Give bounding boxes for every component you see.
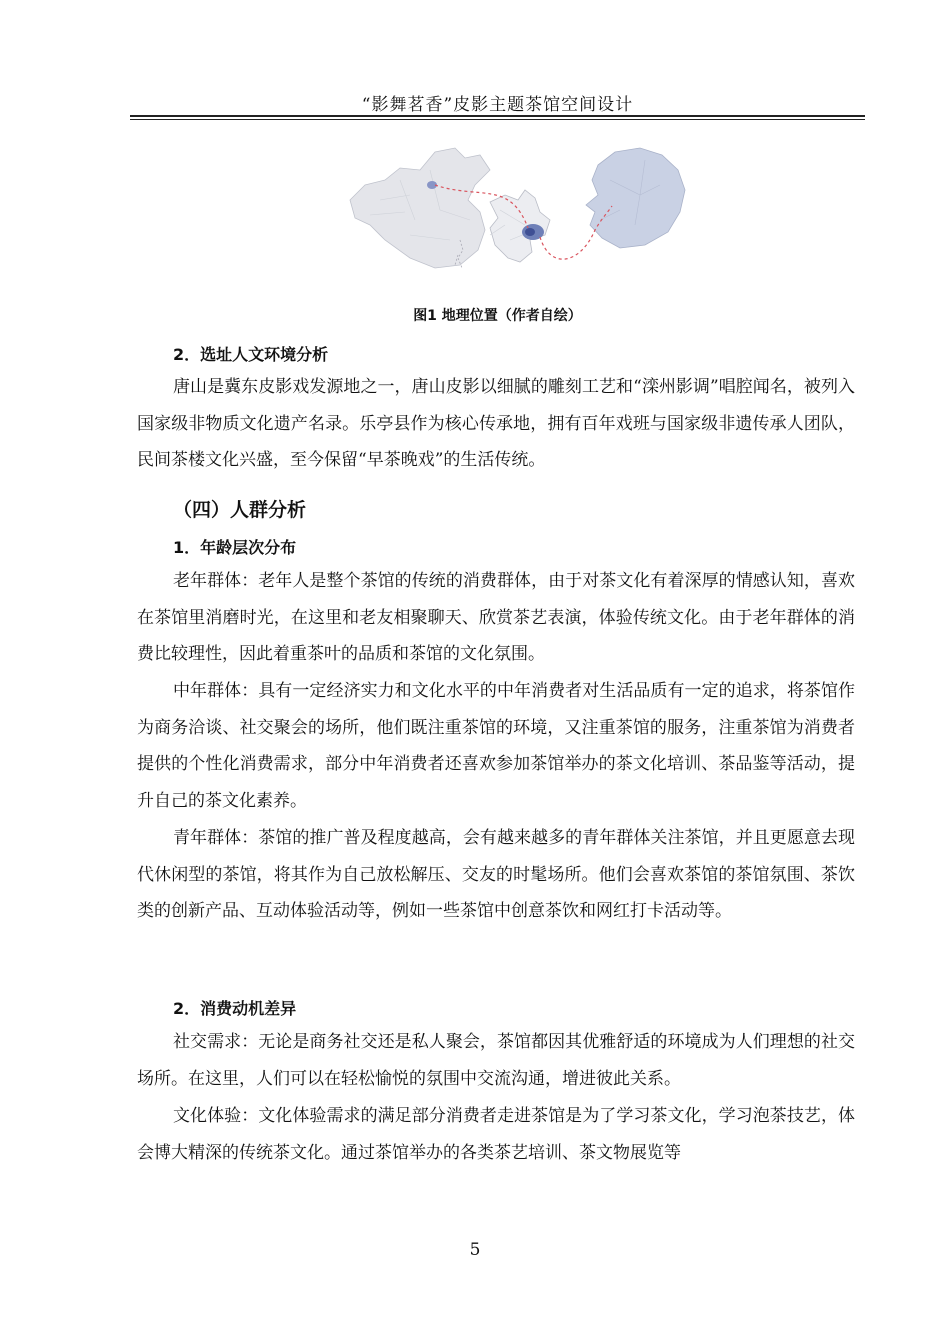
china-map <box>350 148 490 268</box>
subheading-age: 1．年龄层次分布 <box>173 538 297 557</box>
page-number: 5 <box>469 1240 481 1260</box>
paragraph-middle-aged: 中年群体：具有一定经济实力和文化水平的中年消费者对生活品质有一定的追求，将茶馆作为商务洽谈、社交聚会的场所，他们既注重茶馆的环境，又注重茶馆的服务，注重茶馆为消费者提供的个性化消费需求，部分中年消费者还喜欢参加茶馆举办的茶文化培训、茶品鉴等活动，提升自己的茶文化素养。 <box>137 681 855 811</box>
header-rule-thin <box>130 119 865 120</box>
figure-caption: 图1 地理位置（作者自绘） <box>413 308 582 324</box>
header-rule-thick <box>130 115 865 117</box>
paragraph-site-culture: 唐山是冀东皮影戏发源地之一，唐山皮影以细腻的雕刻工艺和“滦州影调”唱腔闻名，被列入国家级非物质文化遗产名录。乐亭县作为核心传承地，拥有百年戏班与国家级非遗传承人团队，民间茶楼文化兴盛，至今保留“早茶晚戏”的生活传统。 <box>137 377 855 471</box>
section-heading-site-culture: 2．选址人文环境分析 <box>173 345 329 364</box>
paragraph-elderly: 老年群体：老年人是整个茶馆的传统的消费群体，由于对茶文化有着深厚的情感认知，喜欢在茶馆里消磨时光，在这里和老友相聚聊天、欣赏茶艺表演，体验传统文化。由于老年群体的消费比较理性，因此着重茶叶的品质和茶馆的文化氛围。 <box>137 571 855 665</box>
subheading-motivation: 2．消费动机差异 <box>173 999 297 1018</box>
tangshan-map <box>586 148 685 248</box>
running-header: “影舞茗香”皮影主题茶馆空间设计 <box>361 95 634 115</box>
paragraph-social: 社交需求：无论是商务社交还是私人聚会，茶馆都因其优雅舒适的环境成为人们理想的社交场所。在这里，人们可以在轻松愉悦的氛围中交流沟通，增进彼此关系。 <box>137 1032 855 1089</box>
section-heading-crowd: （四）人群分析 <box>173 499 307 521</box>
paragraph-youth: 青年群体：茶馆的推广普及程度越高，会有越来越多的青年群体关注茶馆，并且更愿意去现代休闲型的茶馆，将其作为自己放松解压、交友的时髦场所。他们会喜欢茶馆的茶馆氛围、茶饮类的创新产品、互动体验活动等，例如一些茶馆中创意茶饮和网红打卡活动等。 <box>137 828 855 922</box>
hebei-map <box>490 190 550 262</box>
location-map-figure <box>340 140 880 295</box>
paragraph-culture: 文化体验：文化体验需求的满足部分消费者走进茶馆是为了学习茶文化，学习泡茶技艺，体会博大精深的传统茶文化。通过茶馆举办的各类茶艺培训、茶文物展览等 <box>137 1106 855 1163</box>
